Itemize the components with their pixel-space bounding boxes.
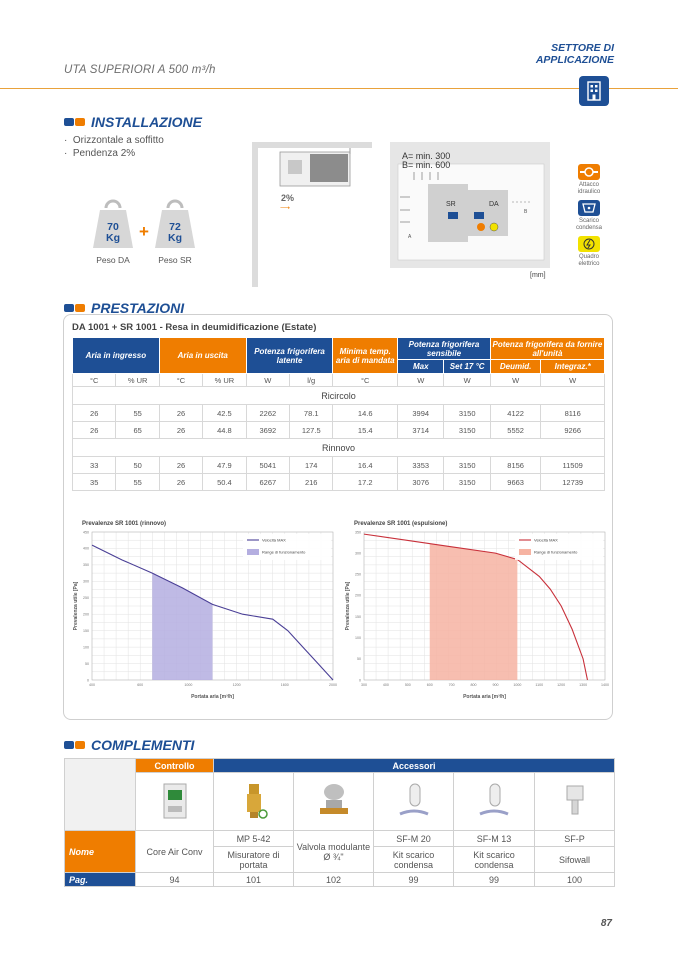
y-tick-label: 100: [355, 636, 361, 641]
slope-arrow-icon: ⟶: [280, 205, 291, 212]
y-tick-label: 350: [83, 563, 89, 568]
x-tick-label: 1600: [280, 683, 289, 687]
sector-building-icon: [579, 76, 609, 106]
chart-rinnovo: [66, 516, 341, 702]
y-tick-label: 0: [359, 678, 361, 683]
section-heading-complementi: COMPLEMENTI: [64, 737, 194, 753]
product-image-mp-5-42: [214, 773, 294, 831]
legend-box: [243, 534, 331, 560]
x-tick-label: 300: [361, 683, 367, 687]
weight-da-label: Peso DA: [96, 255, 130, 265]
header-divider: [0, 88, 678, 89]
item-code-4: SF-M 13: [454, 831, 535, 847]
section-row-rinnovo: Rinnovo: [73, 439, 605, 457]
y-tick-label: 300: [83, 579, 89, 584]
chart-espulsione: [338, 516, 613, 702]
x-tick-label: 800: [470, 683, 477, 687]
item-name-0: Core Air Conv: [136, 831, 214, 873]
legend-item: Scarico condensa: [572, 200, 606, 232]
table-title: DA 1001 + SR 1001 - Resa in deumidificazione (Estate): [72, 322, 317, 333]
x-axis-label: Portata aria [m³/h]: [463, 694, 506, 700]
y-tick-label: 250: [355, 572, 361, 577]
col-integraz: Integraz.*: [541, 360, 605, 374]
x-tick-label: 1000: [184, 683, 193, 687]
product-image-sf-p: [535, 773, 615, 831]
col-pot-fornire: Potenza frigorifera da fornire all'unità: [490, 338, 604, 360]
item-name-5: Sifowall: [535, 847, 615, 873]
legend-label: Velocità MAX: [534, 537, 558, 543]
product-image-valvola: [294, 773, 374, 831]
row-label-nome: Nome: [65, 831, 136, 873]
weight-da-unit: Kg: [106, 232, 120, 244]
y-tick-label: 400: [83, 546, 89, 551]
install-bullet: · Orizzontale a soffitto: [64, 135, 164, 146]
x-tick-label: 1400: [601, 683, 609, 687]
x-tick-label: 1200: [557, 683, 566, 687]
symbol-legend: [572, 164, 606, 268]
plus-icon: +: [139, 222, 149, 241]
x-tick-label: 1000: [513, 683, 522, 687]
units-row: °C % UR °C % UR W l/g °C W W W W: [73, 374, 605, 387]
unit-da-label: DA: [489, 201, 499, 208]
y-tick-label: 200: [355, 593, 361, 598]
item-page-0: 94: [136, 873, 214, 887]
col-set17: Set 17 °C: [444, 360, 490, 374]
x-tick-label: 600: [426, 683, 433, 687]
y-tick-label: 50: [357, 657, 361, 662]
section-marker-icon: [64, 118, 85, 126]
item-name-4: Kit scarico condensa: [454, 847, 535, 873]
y-tick-label: 350: [355, 530, 361, 535]
x-tick-label: 2000: [329, 683, 337, 687]
y-tick-label: 50: [85, 661, 89, 666]
legend-item: Quadro elettrico: [572, 236, 606, 268]
item-page-3: 99: [374, 873, 454, 887]
col-deumid: Deumid.: [490, 360, 540, 374]
x-tick-label: 400: [89, 683, 95, 687]
x-tick-label: 500: [404, 683, 411, 687]
unit-sr-label: SR: [446, 201, 456, 208]
col-aria-uscita: Aria in uscita: [159, 338, 246, 374]
y-tick-label: 250: [83, 596, 89, 601]
chart-title: Prevalenze SR 1001 (rinnovo): [82, 521, 167, 527]
dim-b-label: B: [524, 209, 528, 215]
y-tick-label: 100: [83, 645, 89, 650]
legend-label: Range di funzionamento: [262, 549, 306, 555]
sector-label: SETTORE DI APPLICAZIONE: [535, 42, 614, 66]
col-aria-ingresso: Aria in ingresso: [73, 338, 160, 374]
condensate-drain-icon: [578, 200, 600, 216]
product-image-sf-m-13: [454, 773, 535, 831]
legend-item: Attacco idraulico: [572, 164, 606, 196]
legend-label: Range di funzionamento: [534, 549, 578, 555]
hydraulic-connection-icon: [578, 164, 600, 180]
x-tick-label: 900: [492, 683, 499, 687]
col-pot-sensibile: Potenza frigorifera sensibile: [398, 338, 491, 360]
item-code-1: MP 5-42: [214, 831, 294, 847]
mm-unit-label: [mm]: [530, 272, 546, 279]
y-tick-label: 450: [83, 530, 89, 535]
item-name-1: Misuratore di portata: [214, 847, 294, 873]
col-min-temp: Minima temp. aria di mandata: [333, 338, 398, 374]
group-controllo: Controllo: [136, 759, 214, 773]
product-image-sf-m-20: [374, 773, 454, 831]
complements-table: [64, 758, 615, 887]
section-heading-prestazioni: PRESTAZIONI: [64, 300, 184, 316]
slope-label: 2%: [281, 193, 295, 203]
page-number: 87: [600, 918, 612, 929]
y-axis-label: Prevalenza utile [Pa]: [73, 581, 79, 631]
item-page-5: 100: [535, 873, 615, 887]
table-row: 26 55 26 42.5 2262 78.1 14.6 3994 3150 4122 8116: [73, 405, 605, 422]
x-tick-label: 1100: [535, 683, 544, 687]
operating-range-area: [430, 544, 518, 680]
group-accessori: Accessori: [214, 759, 615, 773]
row-label-pag: Pag.: [65, 873, 136, 887]
table-row: 26 65 26 44.8 3692 127.5 15.4 3714 3150 5552 9266: [73, 422, 605, 439]
x-tick-label: 400: [382, 683, 389, 687]
table-row: 35 55 26 50.4 6267 216 17.2 3076 3150 9663 12739: [73, 474, 605, 491]
dim-a-label: A: [408, 234, 412, 240]
section-row-ricircolo: Ricircolo: [73, 387, 605, 405]
x-axis-label: Portata aria [m³/h]: [191, 694, 234, 700]
clearance-dims: A= min. 300 B= min. 600: [402, 151, 451, 170]
chart-title: Prevalenze SR 1001 (espulsione): [354, 521, 448, 527]
install-bullets: [64, 134, 164, 160]
corner-cell: [65, 759, 136, 831]
legend-area-swatch: [247, 549, 259, 555]
y-axis-label: Prevalenza utile [Pa]: [345, 581, 351, 631]
weight-sr-unit: Kg: [168, 232, 182, 244]
item-page-4: 99: [454, 873, 535, 887]
x-tick-label: 1200: [232, 683, 241, 687]
page-header-title: UTA SUPERIORI A 500 m³/h: [64, 64, 216, 76]
item-code-3: SF-M 20: [374, 831, 454, 847]
x-tick-label: 600: [137, 683, 144, 687]
section-heading-installazione: INSTALLAZIONE: [64, 114, 202, 130]
item-page-2: 102: [294, 873, 374, 887]
col-pot-latente: Potenza frigorifera latente: [246, 338, 333, 374]
side-installation-diagram: [252, 142, 372, 287]
section-marker-icon: [64, 741, 85, 749]
y-tick-label: 150: [83, 628, 89, 633]
y-tick-label: 300: [355, 551, 361, 556]
col-max: Max: [398, 360, 444, 374]
legend-label: Velocità MAX: [262, 537, 286, 543]
table-row: 33 50 26 47.9 5041 174 16.4 3353 3150 8156 11509: [73, 457, 605, 474]
legend-box: [515, 534, 603, 560]
install-bullet: · Pendenza 2%: [64, 148, 136, 159]
section-marker-icon: [64, 304, 85, 312]
x-tick-label: 700: [448, 683, 455, 687]
item-page-1: 101: [214, 873, 294, 887]
electrical-panel-icon: [578, 236, 600, 252]
item-name-2: Valvola modulante Ø ¾": [294, 831, 374, 873]
weight-da-value: 70: [107, 221, 119, 233]
product-image-core-air-conv: [136, 773, 214, 831]
operating-range-area: [152, 573, 212, 680]
weight-sr-value: 72: [169, 221, 181, 233]
item-name-3: Kit scarico condensa: [374, 847, 454, 873]
legend-area-swatch: [519, 549, 531, 555]
x-tick-label: 1300: [579, 683, 588, 687]
y-tick-label: 200: [83, 612, 89, 617]
weight-sr-label: Peso SR: [158, 255, 192, 265]
y-tick-label: 0: [87, 678, 89, 683]
y-tick-label: 150: [355, 614, 361, 619]
item-code-5: SF-P: [535, 831, 615, 847]
performance-table: [72, 337, 605, 491]
